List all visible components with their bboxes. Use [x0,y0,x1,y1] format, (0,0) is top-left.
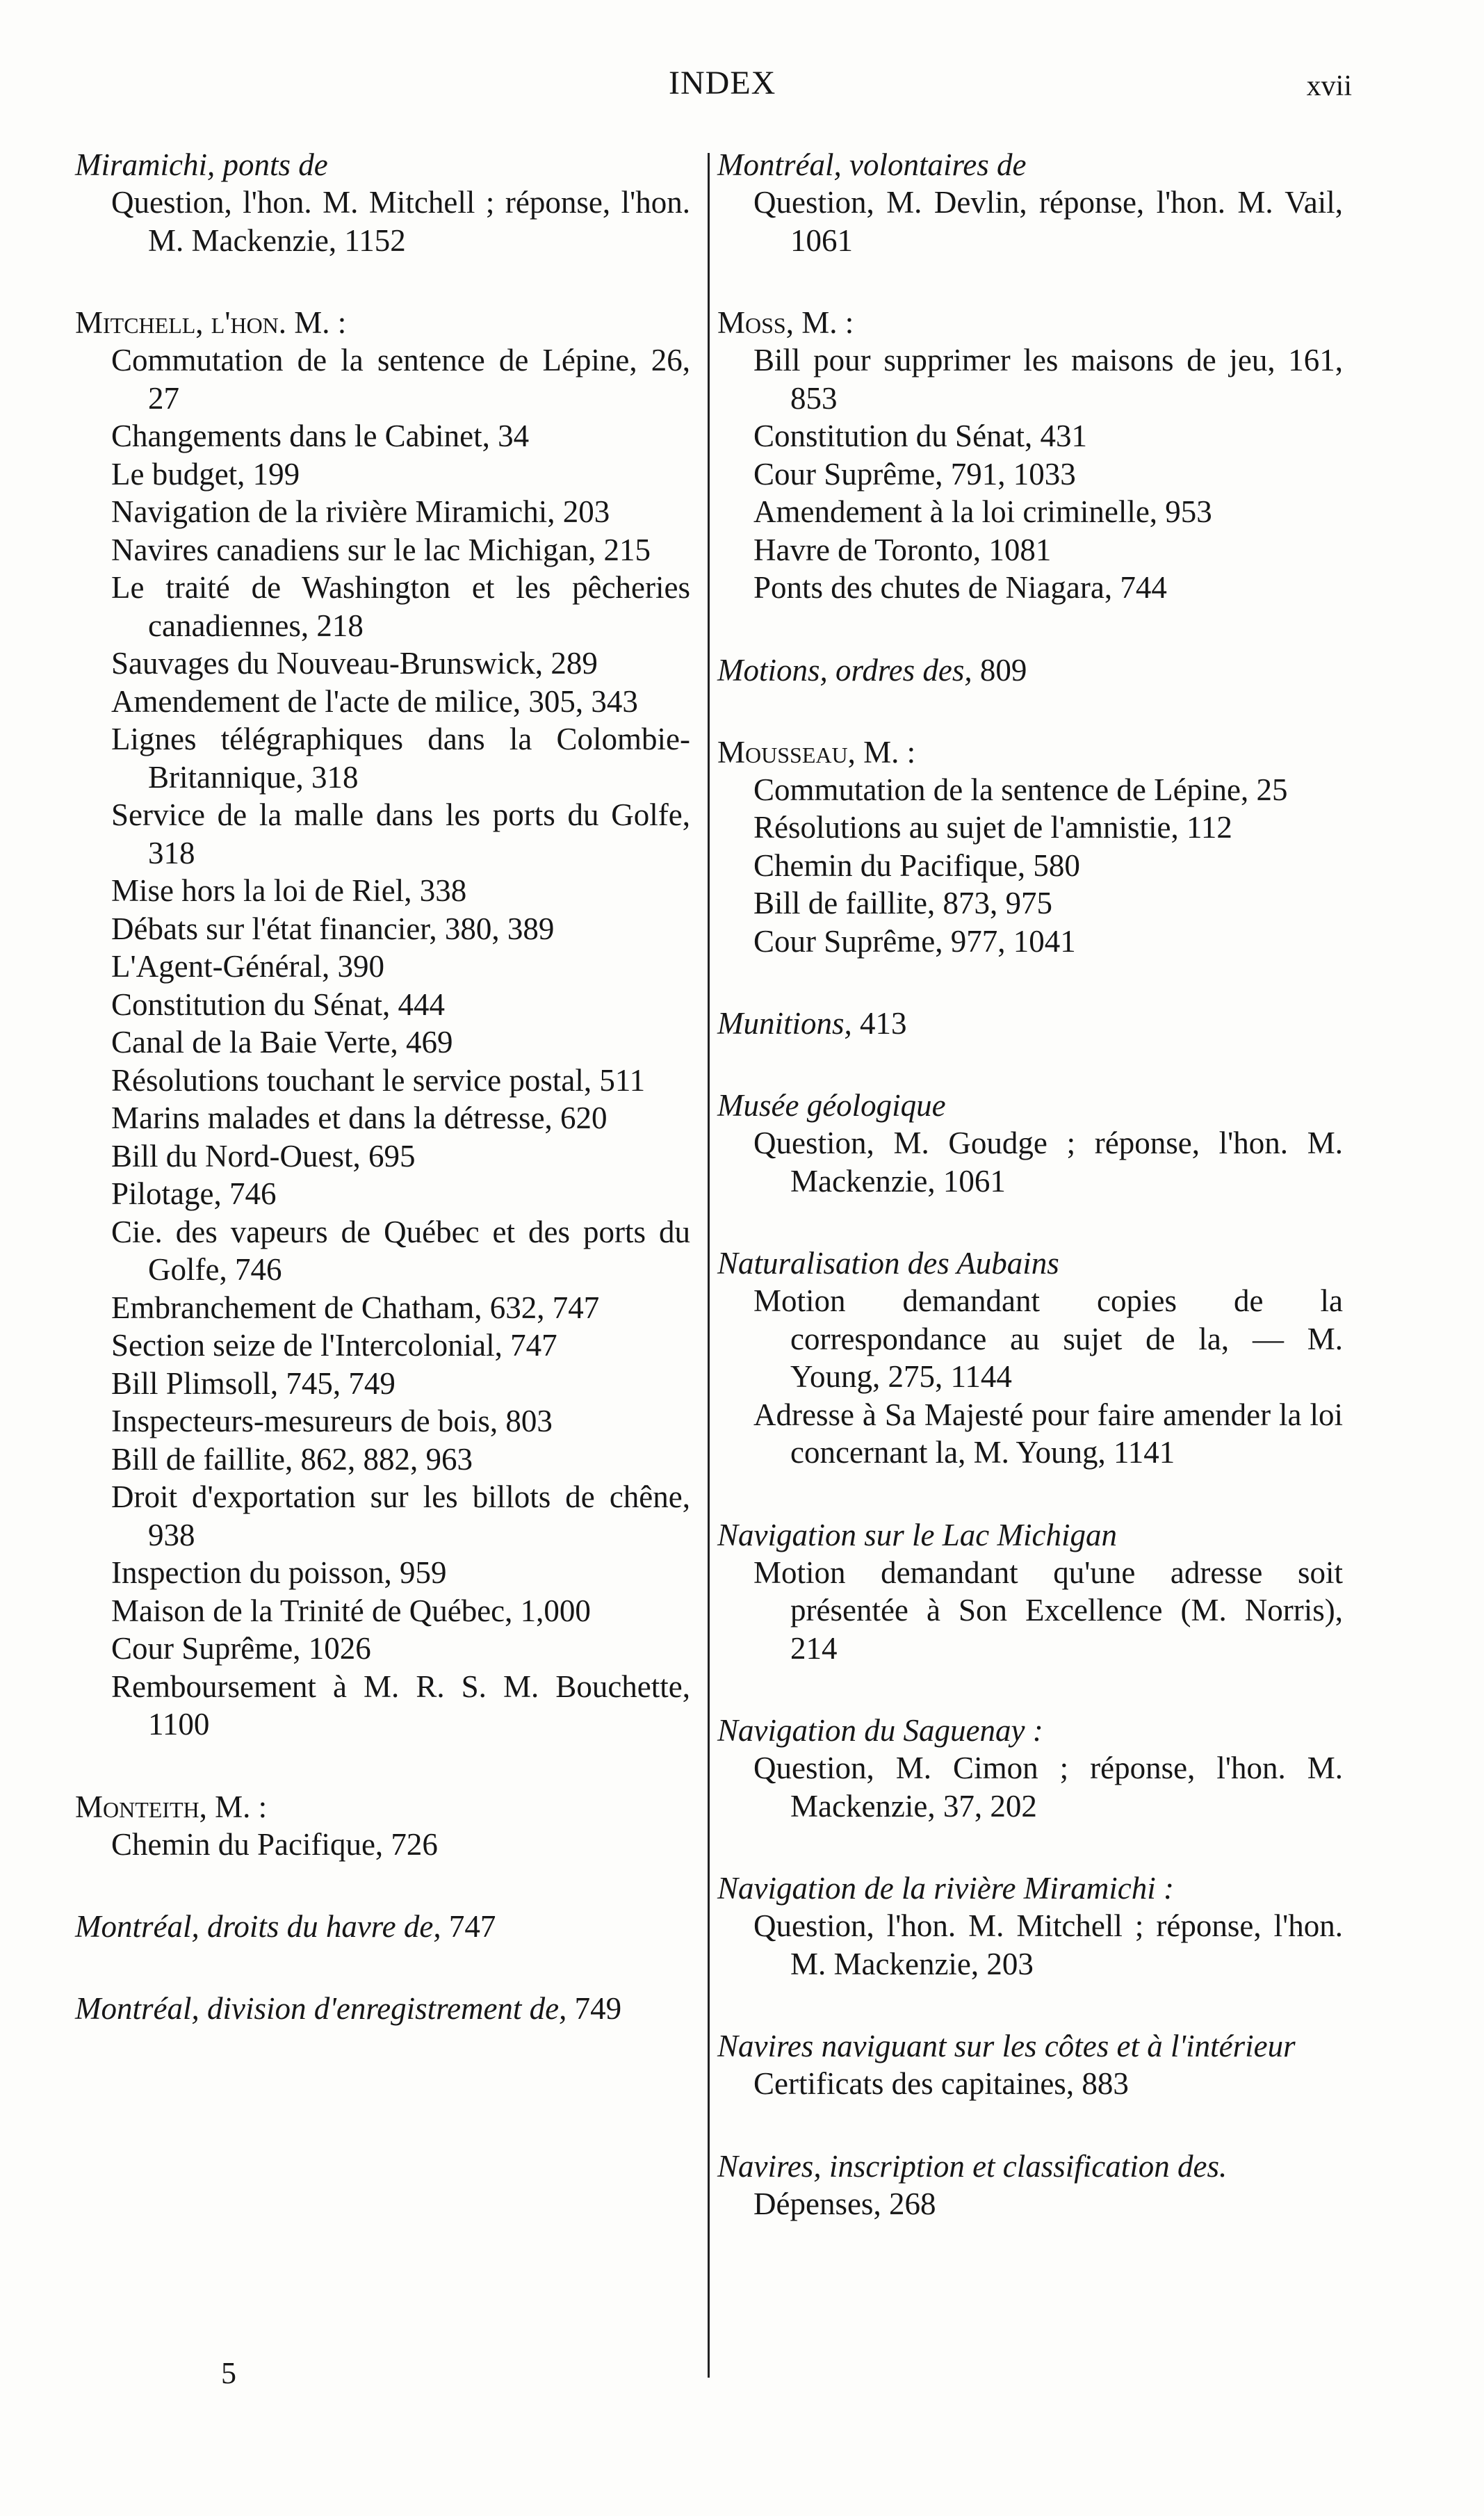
index-entry [75,1990,690,2027]
sub-entry: Havre de Toronto, 1081 [753,532,1052,567]
sub-entry: Résolutions au sujet de l'amnistie, 112 [753,810,1232,845]
index-entry [717,733,1343,961]
entry-heading-text: Montréal, volontaires de [717,147,1027,182]
entry-heading [717,2027,1343,2065]
sub-entry: Cour Suprême, 791, 1033 [753,456,1076,492]
index-entry [717,304,1343,607]
entry-heading [717,1712,1343,1749]
sub-entry: Constitution du Sénat, 431 [753,419,1088,453]
index-entry [717,2148,1343,2223]
sub-entry: Bill de faillite, 862, 882, 963 [111,1441,473,1477]
index-entry [75,1908,690,1945]
sub-entry: Question, l'hon. M. Mitchell ; réponse, l'hon. M. Mackenzie, 1152 [111,185,690,258]
entry-heading-text: Moss, M. : [717,305,854,340]
sub-entry: Question, M. Devlin, réponse, l'hon. M. Vail, 1061 [753,185,1343,258]
index-entry [717,146,1343,259]
sub-entry: Question, l'hon. M. Mitchell ; réponse, l'hon. M. Mackenzie, 203 [753,1908,1343,1981]
sub-entry: Changements dans le Cabinet, 34 [111,419,530,453]
signature-mark: 5 [221,2356,236,2390]
index-entry [717,1244,1343,1472]
sub-entry: Cie. des vapeurs de Québec et des ports du Golfe, 746 [111,1214,690,1287]
sub-entry: Le traité de Washington et les pêcheries canadiennes, 218 [111,570,690,643]
sub-entry: Remboursement à M. R. S. M. Bouchette, 1100 [111,1669,690,1742]
entry-heading [717,146,1343,184]
entry-heading-text: Navigation du Saguenay : [717,1713,1043,1748]
right-column [717,146,1343,2267]
sub-entry: Motion demandant copies de la correspondance au sujet de la, — M. Young, 275, 1144 [753,1283,1343,1394]
entry-heading-text: Naturalisation des Aubains [717,1246,1059,1281]
sub-entry: Mise hors la loi de Riel, 338 [111,873,467,908]
entry-heading-text: Munitions, [717,1006,852,1041]
left-column [75,146,690,2072]
entry-heading-text: Mousseau, M. : [717,734,916,770]
entry-heading [717,1869,1343,1907]
sub-entry: Maison de la Trinité de Québec, 1,000 [111,1593,591,1628]
column-divider [708,153,710,2378]
sub-entry: Service de la malle dans les ports du Golfe, 318 [111,797,690,870]
page-title: INDEX [669,65,776,102]
sub-entry: Chemin du Pacifique, 726 [111,1826,438,1862]
entry-heading-text: Navires, inscription et classification des. [717,2148,1228,2184]
sub-entry: Question, M. Goudge ; réponse, l'hon. M. Mackenzie, 1061 [753,1126,1343,1199]
entry-heading-text: Monteith, M. : [75,1789,268,1824]
sub-entry: Inspection du poisson, 959 [111,1555,447,1590]
sub-entry: Résolutions touchant le service postal, 511 [111,1062,646,1098]
sub-entry: Cour Suprême, 1026 [111,1631,371,1666]
sub-entry: Adresse à Sa Majesté pour faire amender la loi concernant la, M. Young, 1141 [753,1397,1343,1470]
sub-entry: Cour Suprême, 977, 1041 [753,923,1076,959]
sub-entry: Constitution du Sénat, 444 [111,987,446,1022]
entry-heading-text: Navires naviguant sur les côtes et à l'intérieur [717,2029,1296,2063]
entry-heading [717,304,1343,341]
entry-heading [717,651,1343,689]
sub-entry: Commutation de la sentence de Lépine, 25 [753,772,1288,807]
entry-heading [717,1005,1343,1042]
entry-heading [75,304,690,341]
sub-entry: Marins malades et dans la détresse, 620 [111,1101,608,1135]
page-number: xvii [1306,70,1352,102]
index-entry [717,1869,1343,1983]
entry-heading [75,1788,690,1826]
sub-entry: Le budget, 199 [111,456,300,492]
sub-entry: L'Agent-Général, 390 [111,949,384,984]
sub-entry: Sauvages du Nouveau-Brunswick, 289 [111,646,598,681]
index-entry [75,1788,690,1864]
entry-heading [717,1244,1343,1282]
index-entry [717,1516,1343,1668]
entry-heading-text: Montréal, droits du havre de, [75,1909,441,1944]
index-entry [717,1005,1343,1042]
entry-heading-text: Motions, ordres des, [717,652,972,688]
entry-heading [717,733,1343,771]
sub-entry: Bill pour supprimer les maisons de jeu, 161, 853 [753,343,1343,416]
sub-entry: Section seize de l'Intercolonial, 747 [111,1328,557,1363]
sub-entry: Bill Plimsoll, 745, 749 [111,1365,396,1401]
sub-entry: Certificats des capitaines, 883 [753,2066,1129,2101]
entry-heading-text: Navigation de la rivière Miramichi : [717,1871,1174,1906]
entry-heading-text: Montréal, division d'enregistrement de, [75,1991,567,2026]
entry-heading [75,146,690,184]
sub-entry: Débats sur l'état financier, 380, 389 [111,911,555,946]
sub-entry: Inspecteurs-mesureurs de bois, 803 [111,1404,553,1438]
sub-entry: Dépenses, 268 [753,2186,936,2221]
sub-entry: Navires canadiens sur le lac Michigan, 215 [111,532,651,567]
index-entry [717,1087,1343,1200]
sub-entry: Commutation de la sentence de Lépine, 26, 27 [111,343,690,416]
sub-entry: Bill du Nord-Ouest, 695 [111,1138,416,1174]
sub-entry: Motion demandant qu'une adresse soit présentée à Son Excellence (M. Norris), 214 [753,1555,1343,1666]
entry-heading [75,1908,690,1945]
index-entry [717,2027,1343,2103]
index-entry [75,304,690,1744]
entry-heading-text: Miramichi, ponts de [75,147,328,182]
index-entry [717,651,1343,689]
sub-entry: Question, M. Cimon ; réponse, l'hon. M. Mackenzie, 37, 202 [753,1751,1343,1824]
sub-entry: Bill de faillite, 873, 975 [753,886,1052,920]
sub-entry: Amendement à la loi criminelle, 953 [753,494,1212,529]
sub-entry: Ponts des chutes de Niagara, 744 [753,570,1167,605]
sub-entry: Chemin du Pacifique, 580 [753,847,1080,883]
index-entry [717,1712,1343,1825]
entry-page-ref: 749 [574,1991,622,2026]
sub-entry: Amendement de l'acte de milice, 305, 343 [111,683,638,719]
entry-heading [717,2148,1343,2185]
sub-entry: Lignes télégraphiques dans la Colombie-Britannique, 318 [111,722,690,795]
page-header [0,64,1484,120]
entry-heading [717,1516,1343,1554]
entry-heading-text: Navigation sur le Lac Michigan [717,1517,1117,1552]
sub-entry: Embranchement de Chatham, 632, 747 [111,1290,600,1325]
entry-page-ref: 747 [448,1909,496,1944]
index-entry [75,146,690,259]
sub-entry: Navigation de la rivière Miramichi, 203 [111,494,610,529]
entry-page-ref: 809 [979,652,1027,688]
entry-page-ref: 413 [860,1006,907,1041]
sub-entry: Canal de la Baie Verte, 469 [111,1025,453,1060]
entry-heading-text: Mitchell, l'hon. M. : [75,305,347,340]
sub-entry: Droit d'exportation sur les billots de chêne, 938 [111,1479,690,1552]
entry-heading [717,1087,1343,1124]
entry-heading-text: Musée géologique [717,1088,946,1123]
entry-heading [75,1990,690,2027]
sub-entry: Pilotage, 746 [111,1176,277,1211]
